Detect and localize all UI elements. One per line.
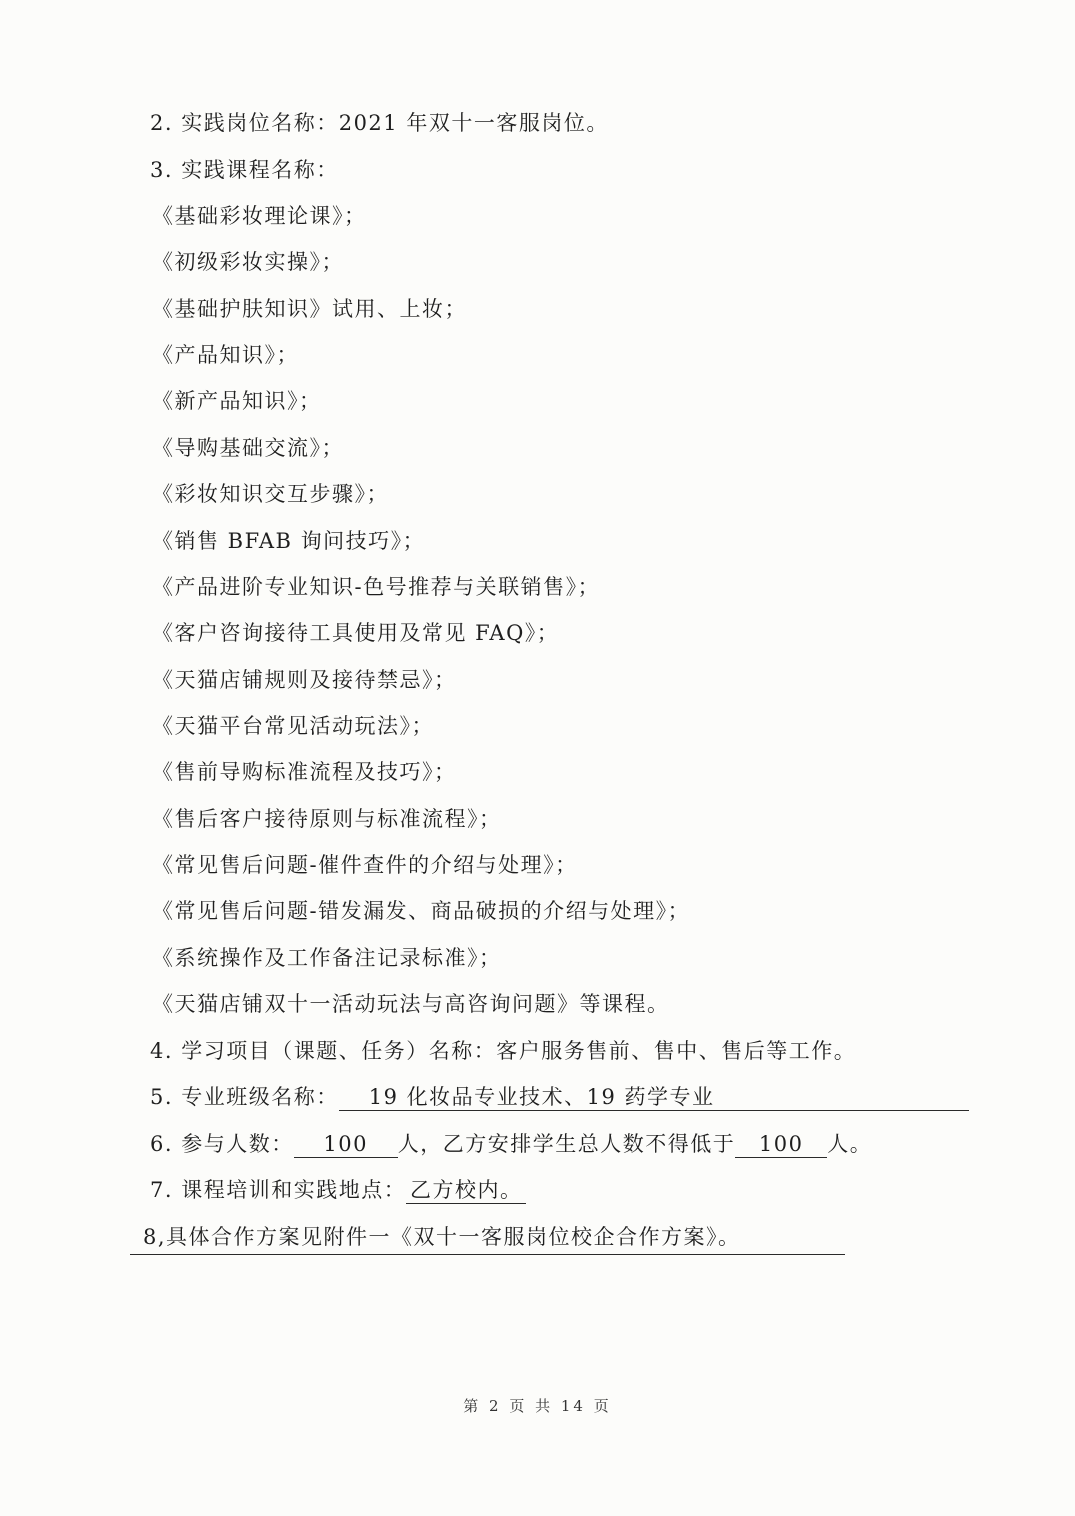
- course-item: 《产品知识》；: [152, 343, 299, 367]
- item-7-location: [150, 1175, 526, 1205]
- item-7-label: 7. 课程培训和实践地点：: [150, 1178, 407, 1202]
- course-item: 《售前导购标准流程及技巧》；: [152, 760, 457, 784]
- item-3-course-heading: 3. 实践课程名称：: [150, 158, 339, 182]
- course-item: 《销售 BFAB 询问技巧》；: [152, 529, 426, 553]
- item-6-label: 6. 参与人数：: [150, 1132, 294, 1156]
- course-item: 《天猫平台常见活动玩法》；: [152, 714, 434, 738]
- course-item: 《导购基础交流》；: [152, 436, 344, 460]
- item-2-position-name: 2. 实践岗位名称：2021 年双十一客服岗位。: [150, 111, 609, 135]
- course-item: 《系统操作及工作备注记录标准》；: [152, 946, 502, 970]
- participant-count: 100: [294, 1131, 398, 1158]
- class-name-value: 19 化妆品专业技术、19 药学专业: [339, 1084, 969, 1111]
- location-value: 乙方校内。: [406, 1177, 526, 1204]
- min-participant-count: 100: [735, 1131, 827, 1158]
- item-4-study-project: 4. 学习项目（课题、任务）名称：客户服务售前、售中、售后等工作。: [150, 1039, 857, 1063]
- course-item: 《基础护肤知识》试用、上妆；: [152, 297, 467, 321]
- item-6-end-text: 人。: [827, 1132, 873, 1156]
- item-6-participants: [150, 1129, 872, 1159]
- course-item: 《彩妆知识交互步骤》；: [152, 482, 389, 506]
- course-item: 《客户咨询接待工具使用及常见 FAQ》；: [152, 621, 560, 645]
- course-item: 《基础彩妆理论课》；: [152, 204, 367, 228]
- course-item: 《新产品知识》；: [152, 389, 322, 413]
- course-item: 《天猫店铺双十一活动玩法与高咨询问题》等课程。: [152, 992, 670, 1016]
- course-item: 《初级彩妆实操》；: [152, 250, 344, 274]
- item-8-underline: [130, 1254, 845, 1255]
- course-item: 《常见售后问题-催件查件的介绍与处理》；: [152, 853, 578, 877]
- course-item: 《产品进阶专业知识-色号推荐与关联销售》；: [152, 575, 601, 599]
- item-8-cooperation-plan: 8,具体合作方案见附件一《双十一客服岗位校企合作方案》。: [143, 1225, 741, 1249]
- page-number-footer: 第 2 页 共 14 页: [463, 1397, 612, 1415]
- item-5-label: 5. 专业班级名称：: [150, 1085, 339, 1109]
- course-item: 《售后客户接待原则与标准流程》；: [152, 807, 502, 831]
- item-6-mid-text: 人，乙方安排学生总人数不得低于: [397, 1132, 736, 1156]
- item-5-class-name: [150, 1082, 969, 1112]
- course-item: 《天猫店铺规则及接待禁忌》；: [152, 668, 457, 692]
- course-item: 《常见售后问题-错发漏发、商品破损的介绍与处理》；: [152, 899, 691, 923]
